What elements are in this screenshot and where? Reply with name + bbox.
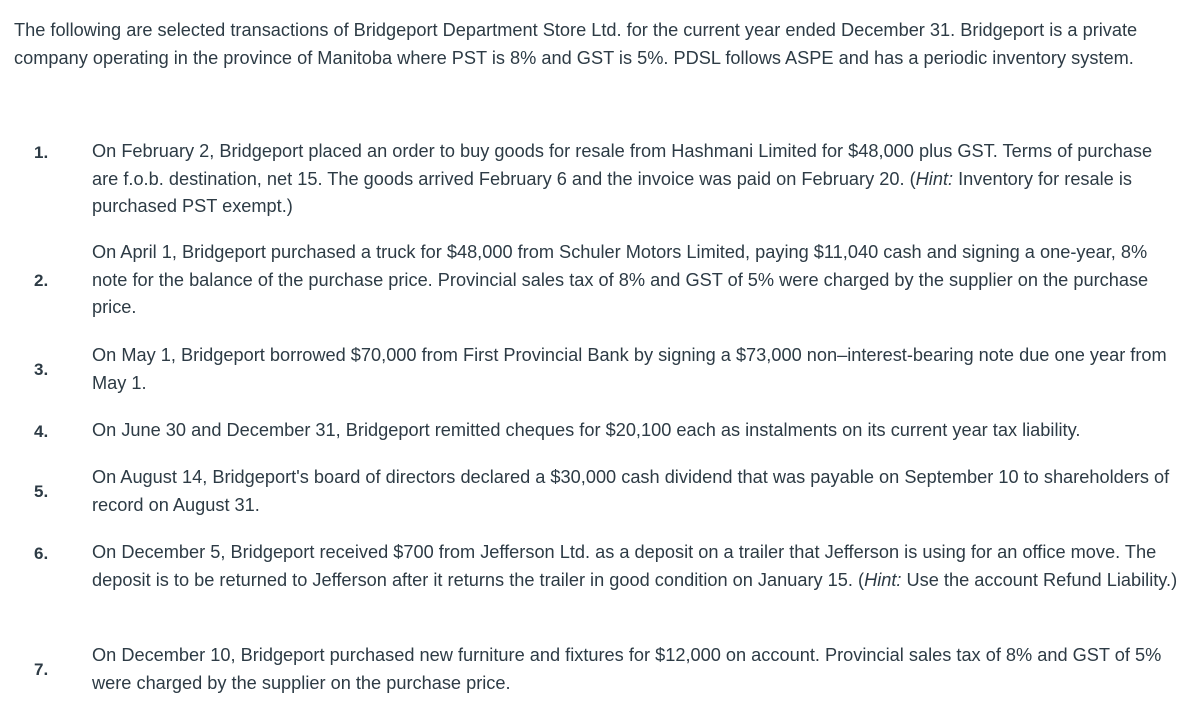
item-number: 7. [34, 660, 49, 679]
item-number: 3. [34, 360, 49, 379]
item-text: On August 14, Bridgeport's board of directors declared a $30,000 cash dividend that was payable on September 10 to shareholders of record on August 31. [92, 467, 1170, 515]
item-number: 6. [34, 544, 49, 563]
item-text: On May 1, Bridgeport borrowed $70,000 from First Provincial Bank by signing a $73,000 non–interest-bearing note due one year from May 1. [92, 345, 1167, 393]
item-number: 1. [34, 143, 49, 162]
hint-label: Hint: [864, 569, 902, 590]
item-text: On December 5, Bridgeport received $700 from Jefferson Ltd. as a deposit on a trailer that Jefferson is using for an office move. The deposit is to be returned to Jefferson after it returns the trailer in good condition on January 15. (Hint: Use the account Refund Liability.) [92, 542, 1178, 590]
item-number: 4. [34, 422, 49, 441]
item-number: 2. [34, 271, 49, 290]
hint-label: Hint: [915, 168, 954, 189]
intro-paragraph: The following are selected transactions of Bridgeport Department Store Ltd. for the current year ended December 31. Bridgeport is a private company operating in the province of Manitoba where PST is 8% and GST is 5%. PDSL follows ASPE and has a periodic inventory system. [14, 20, 1138, 68]
item-text: On June 30 and December 31, Bridgeport remitted cheques for $20,100 each as instalments on its current year tax liability. [92, 420, 1081, 440]
item-text: On February 2, Bridgeport placed an order to buy goods for resale from Hashmani Limited for $48,000 plus GST. Terms of purchase are f.o.b. destination, net 15. The goods arrived February 6 and the invoice was paid on February 20. (Hint: Inventory for resale is purchased PST exempt.) [92, 141, 1153, 216]
item-text: On April 1, Bridgeport purchased a truck for $48,000 from Schuler Motors Limited, paying $11,040 cash and signing a one-year, 8% note for the balance of the purchase price. Provincial sales tax of 8% and GST of 5% were charged by the supplier on the purchase price. [92, 242, 1149, 317]
item-number: 5. [34, 482, 49, 501]
item-text: On December 10, Bridgeport purchased new furniture and fixtures for $12,000 on account. Provincial sales tax of 8% and GST of 5% were charged by the supplier on the purchase price. [92, 645, 1162, 693]
